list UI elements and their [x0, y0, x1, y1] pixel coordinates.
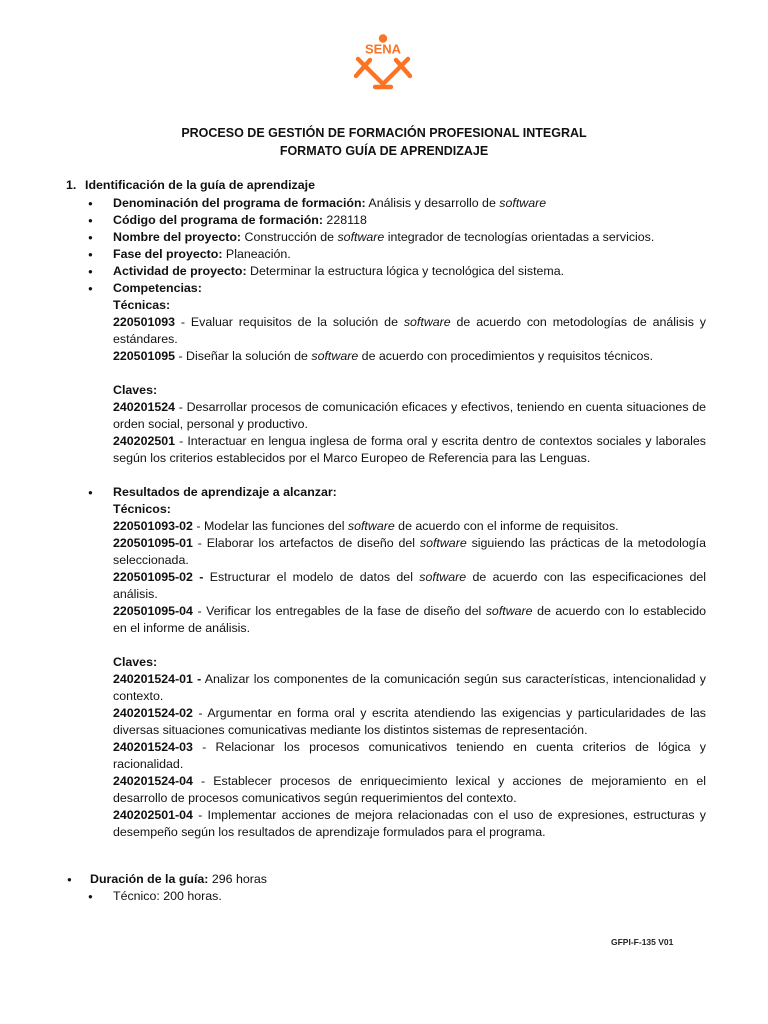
resultado-tecnico: 220501093-02 - Modelar las funciones del software de acuerdo con el informe de requisitos. — [113, 519, 619, 533]
competencia-tecnica: 220501095 - Diseñar la solución de software de acuerdo con procedimientos y requisitos técnicos. — [113, 349, 654, 363]
list-item-resultados — [66, 484, 706, 841]
list-item-project-name: ● Nombre del proyecto: Construcción de software integrador de tecnologías orientadas a servicios. — [66, 229, 706, 246]
section-title — [66, 177, 706, 194]
logo-text: SENA — [364, 41, 402, 57]
section-title-text: Identificación de la guía de aprendizaje — [85, 178, 315, 192]
tecnicas-label: Técnicas: — [113, 298, 171, 312]
competencias-label: Competencias: — [113, 281, 202, 295]
list-item-competencias — [66, 280, 706, 484]
header-line-1: PROCESO DE GESTIÓN DE FORMACIÓN PROFESIONAL INTEGRAL — [181, 126, 587, 140]
duracion-label: Duración de la guía: — [90, 872, 209, 886]
claves-label: Claves: — [113, 383, 158, 397]
section-number: 1. — [66, 178, 77, 192]
identification-list — [66, 195, 706, 841]
list-item-program-code: ● Código del programa de formación: 228118 — [66, 212, 706, 229]
resultado-tecnico: 220501095-04 - Verificar los entregables de la fase de diseño del software de acuerdo con lo establecido en el informe de análisis. — [113, 604, 706, 635]
resultado-clave: 240202501-04 - Implementar acciones de mejora relacionadas con el uso de expresiones, estructuras y desempeño según los resultados de aprendizaje formulados para el programa. — [113, 808, 706, 839]
list-item-tecnico-hours: ● Técnico: 200 horas. — [66, 888, 706, 905]
duracion-value: 296 horas — [208, 872, 267, 886]
resultados-label: Resultados de aprendizaje a alcanzar: — [113, 485, 337, 499]
list-item-project-activity: ● Actividad de proyecto: Determinar la estructura lógica y tecnológica del sistema. — [66, 263, 706, 280]
sena-logo — [350, 34, 416, 92]
competencia-tecnica: 220501093 - Evaluar requisitos de la solución de software de acuerdo con metodologías de análisis y estándares. — [113, 315, 706, 346]
header-line-2: FORMATO GUÍA DE APRENDIZAJE — [279, 144, 489, 158]
document-content — [66, 177, 706, 905]
resultado-tecnico: 220501095-01 - Elaborar los artefactos de diseño del software siguiendo las prácticas de la metodología seleccionada. — [113, 536, 706, 567]
resultado-clave: 240201524-01 - Analizar los componentes de la comunicación según sus características, intencionalidad y contexto. — [113, 672, 707, 703]
list-item-program-name: ● Denominación del programa de formación: Análisis y desarrollo de software — [66, 195, 706, 212]
form-code: GFPI-F-135 V01 — [611, 937, 674, 947]
list-item-project-phase: ● Fase del proyecto: Planeación. — [66, 246, 706, 263]
claves-resultados-label: Claves: — [113, 655, 158, 669]
competencia-clave: 240202501 - Interactuar en lengua inglesa de forma oral y escrita dentro de contextos sociales y laborales según los criterios establecidos por el Marco Europeo de Referencia para las Lenguas. — [113, 434, 706, 465]
tecnicos-label: Técnicos: — [113, 502, 171, 516]
resultado-tecnico: 220501095-02 - Estructurar el modelo de datos del software de acuerdo con las especificaciones del análisis. — [113, 570, 706, 601]
resultado-clave: 240201524-04 - Establecer procesos de enriquecimiento lexical y acciones de mejoramiento en el desarrollo de procesos comunicativos según requerimientos del contexto. — [113, 774, 706, 805]
list-item-duracion — [66, 871, 706, 888]
duracion-sub-list — [66, 888, 706, 905]
resultado-clave: 240201524-02 - Argumentar en forma oral y escrita atendiendo las exigencias y particularidades de las diversas situaciones comunicativas mediante los distintos sistemas de representación. — [113, 706, 706, 737]
document-header — [0, 124, 768, 160]
resultado-clave: 240201524-03 - Relacionar los procesos comunicativos teniendo en cuenta criterios de lógica y racionalidad. — [113, 740, 706, 771]
sena-logo-icon — [350, 34, 416, 92]
competencia-clave: 240201524 - Desarrollar procesos de comunicación eficaces y efectivos, teniendo en cuenta situaciones de orden social, personal y productivo. — [113, 400, 706, 431]
